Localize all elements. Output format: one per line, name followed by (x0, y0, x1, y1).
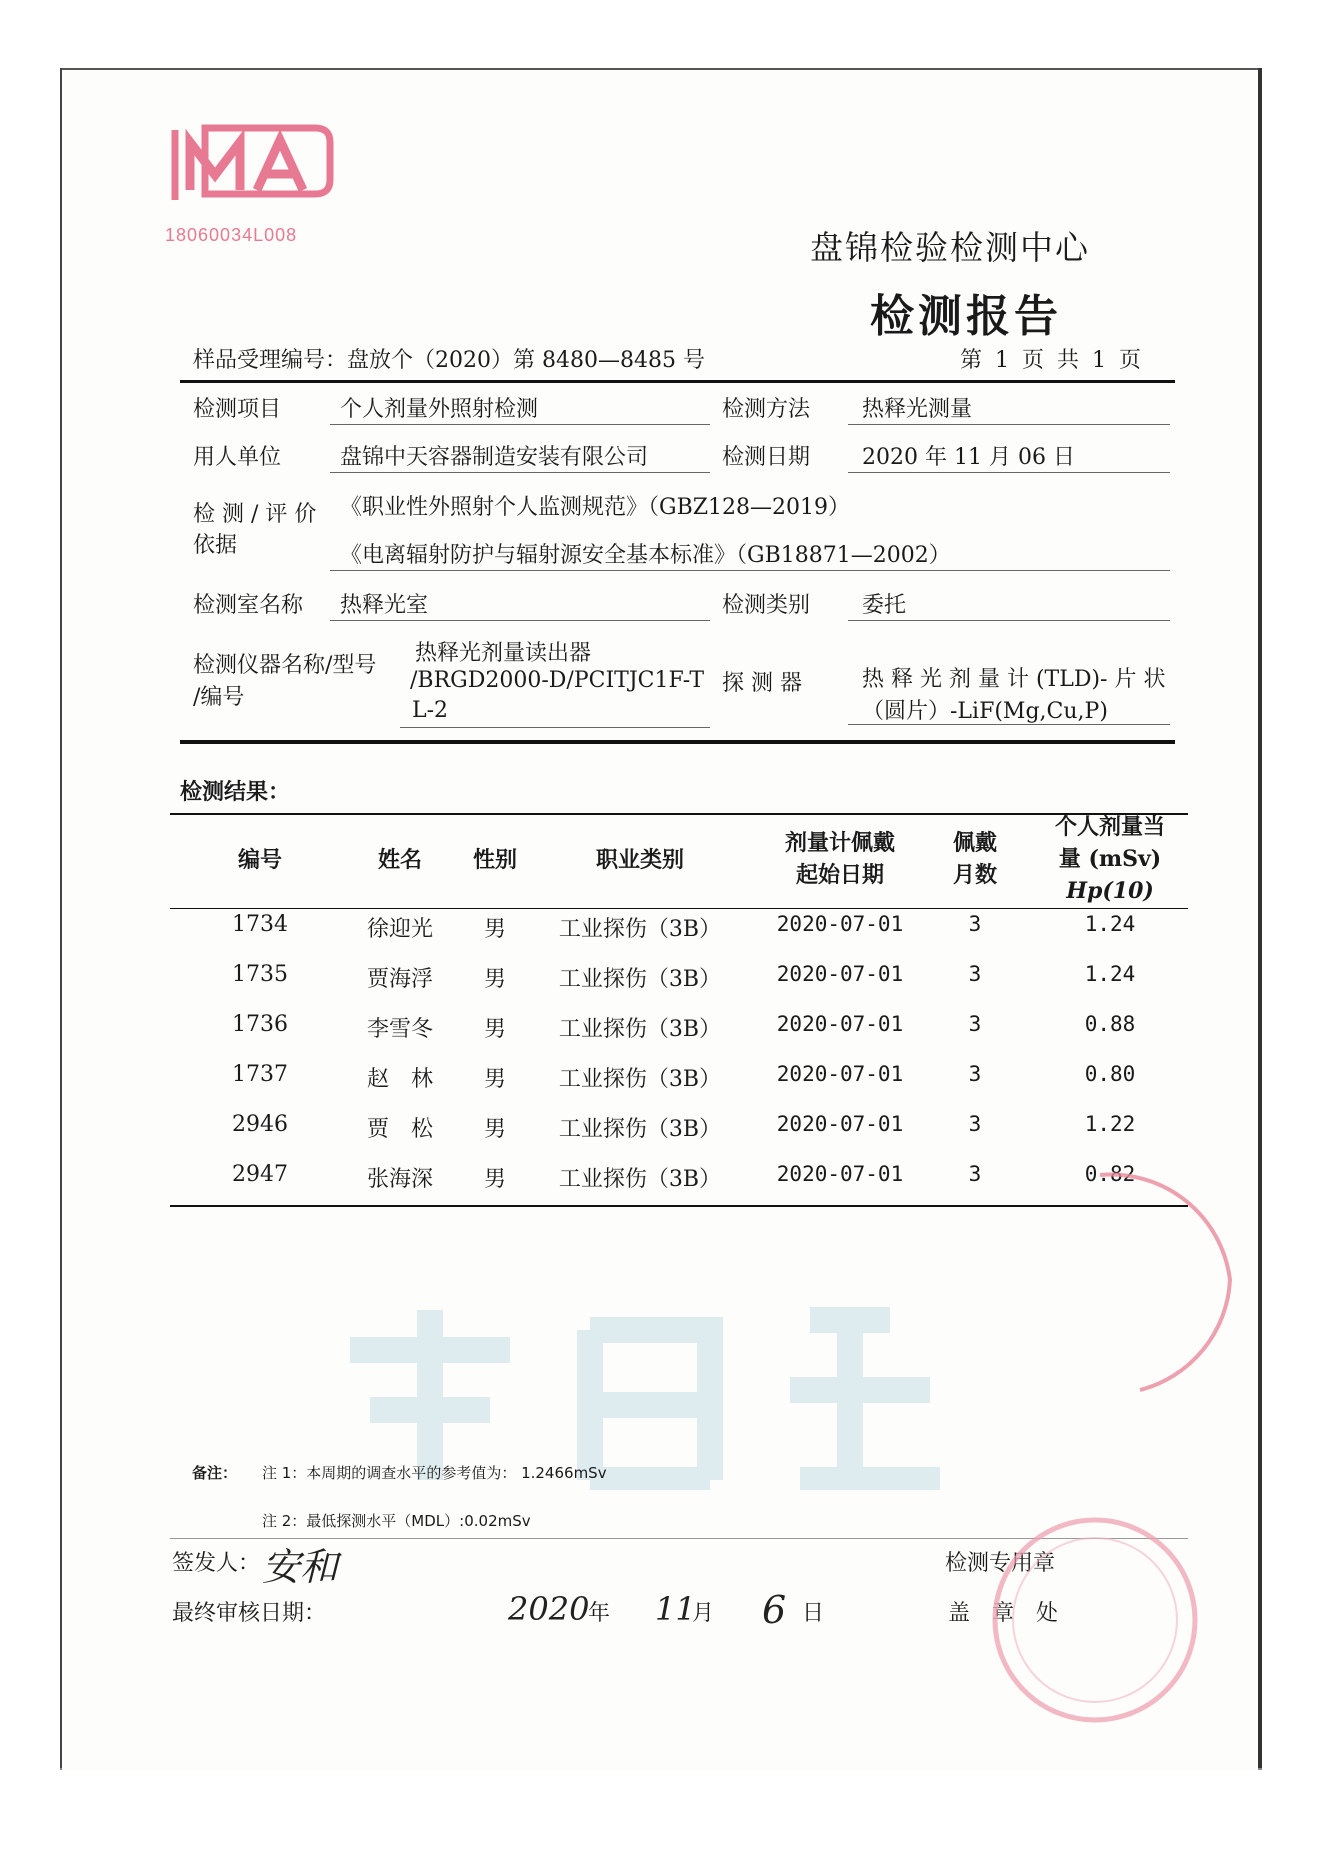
info-bottom-rule (180, 740, 1175, 744)
cell-gender: 男 (483, 1017, 506, 1042)
category-label: 检测类别 (722, 593, 811, 618)
item-value: 个人剂量外照射检测 (340, 397, 539, 422)
sample-number: 样品受理编号：盘放个（2020）第 8480—8485 号 (193, 348, 705, 373)
ma-cert-number: 18060034L008 (165, 225, 298, 245)
category-value: 委托 (862, 593, 907, 618)
signer-signature: 安和 (262, 1545, 339, 1589)
instrument-value-line2: /BRGD2000-D/PCITJC1F-T (410, 668, 705, 693)
cell-months: 3 (968, 1112, 982, 1136)
cell-dose: 0.80 (1084, 1062, 1136, 1086)
results-top-rule (170, 813, 1188, 815)
red-seal-mid (1080, 1160, 1240, 1404)
col-header-name: 姓名 (377, 847, 422, 873)
col-header-months-line2: 月数 (952, 862, 997, 888)
employer-value: 盘锦中天容器制造安装有限公司 (340, 445, 649, 470)
day-label: 日 (802, 1601, 825, 1626)
review-year: 2020 (508, 1590, 590, 1628)
cell-dose: 1.24 (1084, 962, 1136, 986)
lab-label: 检测室名称 (193, 593, 304, 618)
cell-occupation: 工业探伤（3B） (558, 1017, 722, 1042)
cell-no: 1734 (232, 912, 288, 937)
ma-certification-stamp (165, 120, 335, 215)
cell-months: 3 (968, 912, 982, 936)
basis-label-line2: 依据 (193, 533, 238, 558)
cell-name: 徐迎光 (366, 917, 433, 942)
cell-occupation: 工业探伤（3B） (558, 1167, 722, 1192)
cell-start-date: 2020-07-01 (776, 1112, 904, 1136)
month-label: 月 (692, 1601, 715, 1626)
organization-name: 盘锦检验检测中心 (810, 228, 1090, 267)
cell-gender: 男 (483, 1067, 506, 1092)
year-label: 年 (588, 1601, 611, 1626)
basis-label-line1: 检 测 / 评 价 (193, 502, 317, 527)
detector-value-line2: （圆片）-LiF(Mg,Cu,P) (862, 699, 1108, 724)
signer-label: 签发人： (172, 1551, 261, 1576)
col-header-dose-line2: 量 (mSv) (1058, 846, 1162, 872)
cell-start-date: 2020-07-01 (776, 912, 904, 936)
cell-no: 1735 (232, 962, 288, 987)
cell-months: 3 (968, 962, 982, 986)
note-1: 注 1：本周期的调查水平的参考值为： 1.2466mSv (262, 1464, 607, 1482)
test-date-label: 检测日期 (722, 445, 811, 470)
cell-no: 1737 (232, 1062, 288, 1087)
lab-value: 热释光室 (340, 593, 429, 618)
note-2: 注 2：最低探测水平（MDL）:0.02mSv (262, 1512, 531, 1530)
cell-gender: 男 (483, 1167, 506, 1192)
instrument-value-line3: L-2 (412, 698, 449, 723)
red-seal-bottom (975, 1500, 1215, 1744)
test-date-value: 2020 年 11 月 06 日 (862, 445, 1075, 470)
cell-months: 3 (968, 1162, 982, 1186)
cell-dose: 1.22 (1084, 1112, 1136, 1136)
col-header-gender: 性别 (472, 847, 517, 873)
cell-start-date: 2020-07-01 (776, 1162, 904, 1186)
cell-occupation: 工业探伤（3B） (558, 917, 722, 942)
review-date-label: 最终审核日期： (172, 1601, 327, 1626)
background-watermark (330, 1290, 1050, 1533)
col-header-start-line2: 起始日期 (795, 862, 884, 888)
method-value: 热释光测量 (862, 397, 973, 422)
cell-name: 张海深 (366, 1167, 433, 1192)
cell-occupation: 工业探伤（3B） (558, 967, 722, 992)
cell-months: 3 (968, 1012, 982, 1036)
instrument-value-line1: 热释光剂量读出器 (415, 641, 592, 666)
notes-label: 备注： (192, 1464, 238, 1482)
review-month: 11 (655, 1590, 696, 1628)
cell-gender: 男 (483, 967, 506, 992)
cell-dose: 0.88 (1084, 1012, 1136, 1036)
basis-value-2: 《电离辐射防护与辐射源安全基本标准》（GB18871—2002） (340, 543, 951, 568)
results-header-rule (170, 908, 1188, 909)
basis-value-1: 《职业性外照射个人监测规范》（GBZ128—2019） (340, 495, 851, 520)
page-info: 第 1 页 共 1 页 (960, 348, 1141, 373)
review-day: 6 (762, 1588, 787, 1632)
cell-occupation: 工业探伤（3B） (558, 1067, 722, 1092)
col-header-occupation: 职业类别 (595, 847, 684, 873)
col-header-start-line1: 剂量计佩戴 (784, 830, 895, 856)
item-label: 检测项目 (193, 397, 282, 422)
instrument-label-line1: 检测仪器名称/型号 (193, 653, 377, 678)
detector-value-line1: 热 释 光 剂 量 计 (TLD)- 片 状 (862, 667, 1166, 692)
cell-start-date: 2020-07-01 (776, 1062, 904, 1086)
col-header-months-line1: 佩戴 (952, 830, 997, 856)
cell-occupation: 工业探伤（3B） (558, 1117, 722, 1142)
seal-place-label: 盖 章 处 (948, 1601, 1059, 1626)
col-header-dose-line3: Hp(10) (1066, 878, 1154, 904)
cell-no: 1736 (232, 1012, 288, 1037)
cell-name: 贾海浮 (366, 967, 433, 992)
col-header-dose-line1: 个人剂量当 (1054, 814, 1165, 840)
col-header-no: 编号 (237, 847, 282, 873)
cell-months: 3 (968, 1062, 982, 1086)
detector-label: 探 测 器 (722, 671, 802, 696)
document-title: 检测报告 (870, 291, 1062, 342)
method-label: 检测方法 (722, 397, 811, 422)
cell-dose: 1.24 (1084, 912, 1136, 936)
instrument-label-line2: /编号 (193, 685, 245, 710)
cell-no: 2947 (232, 1162, 288, 1187)
cell-no: 2946 (232, 1112, 288, 1137)
employer-label: 用人单位 (193, 445, 282, 470)
seal-label: 检测专用章 (945, 1551, 1056, 1576)
results-label: 检测结果： (180, 779, 291, 805)
cell-name: 贾 松 (366, 1117, 433, 1142)
cell-gender: 男 (483, 917, 506, 942)
cell-start-date: 2020-07-01 (776, 1012, 904, 1036)
cell-start-date: 2020-07-01 (776, 962, 904, 986)
results-bottom-rule (170, 1205, 1188, 1207)
cell-gender: 男 (483, 1117, 506, 1142)
cell-name: 李雪冬 (366, 1017, 433, 1042)
cell-dose: 0.82 (1084, 1162, 1136, 1186)
cell-name: 赵 林 (366, 1067, 433, 1092)
header-rule (180, 380, 1175, 383)
